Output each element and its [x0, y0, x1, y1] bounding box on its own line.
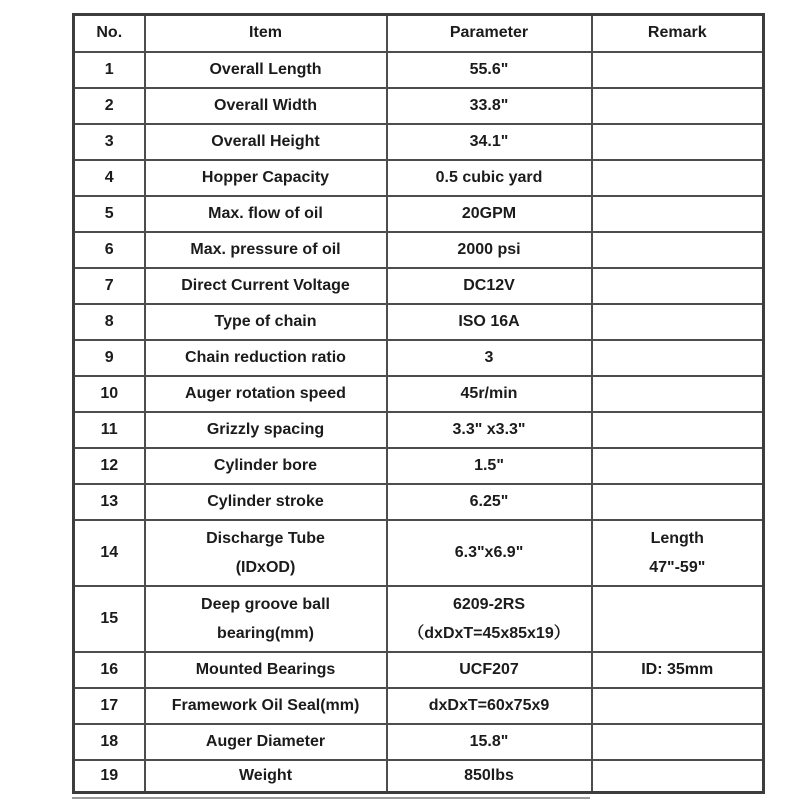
cell-item	[145, 586, 387, 652]
cell-parameter	[387, 448, 592, 484]
cell-item-line: Type of chain	[214, 312, 317, 330]
cell-parameter-line: （dxDxT=45x85x19）	[408, 624, 570, 642]
cell-no: 16	[74, 652, 145, 688]
cell-parameter	[387, 304, 592, 340]
cell-parameter-line: 3.3" x3.3"	[452, 420, 526, 438]
cell-item-line: Direct Current Voltage	[181, 276, 350, 294]
header-row	[74, 15, 764, 52]
table-row	[74, 448, 764, 484]
table-row	[74, 520, 764, 586]
cell-remark-line: 47"-59"	[649, 558, 706, 576]
cell-item-line: Max. pressure of oil	[190, 240, 341, 258]
cell-no: 9	[74, 340, 145, 376]
cell-remark	[592, 340, 764, 376]
cell-no: 2	[74, 88, 145, 124]
table-row	[74, 412, 764, 448]
cell-no: 19	[74, 760, 145, 793]
cell-parameter	[387, 160, 592, 196]
cell-no: 8	[74, 304, 145, 340]
cell-item	[145, 160, 387, 196]
cell-item-line: Overall Width	[214, 96, 317, 114]
cell-no: 7	[74, 268, 145, 304]
cell-parameter	[387, 340, 592, 376]
cell-item	[145, 124, 387, 160]
table-row	[74, 760, 764, 793]
table-row	[74, 652, 764, 688]
cell-no: 11	[74, 412, 145, 448]
cell-remark	[592, 124, 764, 160]
table-row	[74, 304, 764, 340]
cell-no: 1	[74, 52, 145, 88]
cell-parameter	[387, 484, 592, 520]
cell-item-line: Discharge Tube	[206, 529, 325, 547]
cell-no: 6	[74, 232, 145, 268]
table-row	[74, 52, 764, 88]
cell-parameter	[387, 652, 592, 688]
table-row	[74, 688, 764, 724]
cell-no: 15	[74, 586, 145, 652]
table-row	[74, 340, 764, 376]
cell-parameter	[387, 88, 592, 124]
cell-remark	[592, 52, 764, 88]
cell-parameter	[387, 688, 592, 724]
cell-item	[145, 652, 387, 688]
cell-remark	[592, 232, 764, 268]
cell-item	[145, 448, 387, 484]
cell-item-line: Overall Height	[211, 132, 320, 150]
cell-no: 12	[74, 448, 145, 484]
cell-parameter-line: 0.5 cubic yard	[435, 168, 543, 186]
cell-item	[145, 520, 387, 586]
cell-remark	[592, 268, 764, 304]
cell-remark	[592, 448, 764, 484]
cell-item	[145, 232, 387, 268]
cell-parameter-line: 34.1"	[469, 132, 509, 150]
cell-parameter-line: DC12V	[463, 276, 515, 294]
cell-item-line: Auger Diameter	[205, 732, 326, 750]
cell-item	[145, 340, 387, 376]
cell-item	[145, 196, 387, 232]
cell-item-line: Weight	[238, 766, 293, 784]
cell-parameter-line: 33.8"	[469, 96, 509, 114]
cell-parameter-line: 2000 psi	[457, 240, 521, 258]
cell-remark	[592, 304, 764, 340]
table-body	[74, 52, 764, 793]
table-row	[74, 160, 764, 196]
cell-no: 3	[74, 124, 145, 160]
cell-remark	[592, 412, 764, 448]
cell-item	[145, 412, 387, 448]
cell-parameter-line: 45r/min	[460, 384, 518, 402]
cell-remark-line: Length	[650, 529, 704, 547]
column-header-no: No.	[74, 15, 145, 52]
table-row	[74, 724, 764, 760]
cell-remark-line: ID: 35mm	[641, 660, 714, 678]
cell-parameter-line: 15.8"	[469, 732, 509, 750]
cell-no: 5	[74, 196, 145, 232]
cell-item	[145, 88, 387, 124]
cell-parameter-line: UCF207	[459, 660, 519, 678]
cell-parameter	[387, 196, 592, 232]
column-header-item: Item	[145, 15, 387, 52]
cell-parameter-line: 6209-2RS	[452, 595, 526, 613]
cell-no: 4	[74, 160, 145, 196]
cell-item-line: Mounted Bearings	[195, 660, 336, 678]
cell-item-line: Auger rotation speed	[185, 384, 346, 402]
cell-no: 13	[74, 484, 145, 520]
cell-parameter	[387, 376, 592, 412]
cell-remark	[592, 196, 764, 232]
spec-table	[72, 13, 765, 794]
cell-parameter	[387, 124, 592, 160]
cell-parameter-line: 20GPM	[461, 204, 517, 222]
table-row	[74, 586, 764, 652]
cell-item	[145, 52, 387, 88]
cell-no: 14	[74, 520, 145, 586]
cell-item-line: Deep groove ball	[201, 595, 330, 613]
cell-no: 17	[74, 688, 145, 724]
cell-item-line: Cylinder stroke	[207, 492, 324, 510]
cell-remark	[592, 652, 764, 688]
cell-item-line: Framework Oil Seal(mm)	[171, 696, 360, 714]
cell-remark	[592, 484, 764, 520]
cell-parameter	[387, 724, 592, 760]
cell-parameter	[387, 52, 592, 88]
column-header-remark: Remark	[592, 15, 764, 52]
cell-remark	[592, 586, 764, 652]
cell-item	[145, 304, 387, 340]
cell-parameter-line: 850lbs	[464, 766, 514, 784]
table-row	[74, 268, 764, 304]
table-row	[74, 124, 764, 160]
table-row	[74, 196, 764, 232]
cell-item-line: Grizzly spacing	[206, 420, 325, 438]
cell-item	[145, 760, 387, 793]
cell-parameter-line: ISO 16A	[458, 312, 520, 330]
cell-item	[145, 688, 387, 724]
next-row-partial-border	[72, 797, 590, 799]
cell-parameter-line: dxDxT=60x75x9	[428, 696, 550, 714]
cell-parameter	[387, 520, 592, 586]
cell-item-line: Cylinder bore	[213, 456, 318, 474]
cell-parameter	[387, 760, 592, 793]
cell-item-line: Hopper Capacity	[201, 168, 330, 186]
cell-remark	[592, 760, 764, 793]
cell-item-line: Overall Length	[209, 60, 322, 78]
cell-parameter	[387, 586, 592, 652]
cell-item	[145, 484, 387, 520]
cell-parameter-line: 6.3"x6.9"	[454, 544, 524, 561]
cell-parameter-line: 6.25"	[469, 492, 509, 510]
table-row	[74, 88, 764, 124]
table-row	[74, 232, 764, 268]
cell-item	[145, 724, 387, 760]
cell-parameter-line: 1.5"	[474, 456, 504, 474]
cell-parameter	[387, 268, 592, 304]
cell-parameter	[387, 412, 592, 448]
cell-item-line: (IDxOD)	[235, 558, 296, 576]
cell-no: 10	[74, 376, 145, 412]
table-row	[74, 484, 764, 520]
table-header	[74, 15, 764, 52]
cell-parameter	[387, 232, 592, 268]
cell-item-line: Max. flow of oil	[208, 204, 323, 222]
cell-remark	[592, 160, 764, 196]
cell-remark	[592, 520, 764, 586]
cell-item	[145, 268, 387, 304]
cell-item-line: Chain reduction ratio	[185, 348, 346, 366]
cell-parameter-line: 55.6"	[469, 60, 509, 78]
table-row	[74, 376, 764, 412]
cell-no: 18	[74, 724, 145, 760]
cell-item	[145, 376, 387, 412]
column-header-parameter: Parameter	[387, 15, 592, 52]
cell-remark	[592, 724, 764, 760]
cell-parameter-line: 3	[484, 348, 494, 366]
cell-remark	[592, 376, 764, 412]
cell-remark	[592, 88, 764, 124]
cell-remark	[592, 688, 764, 724]
cell-item-line: bearing(mm)	[217, 624, 314, 642]
